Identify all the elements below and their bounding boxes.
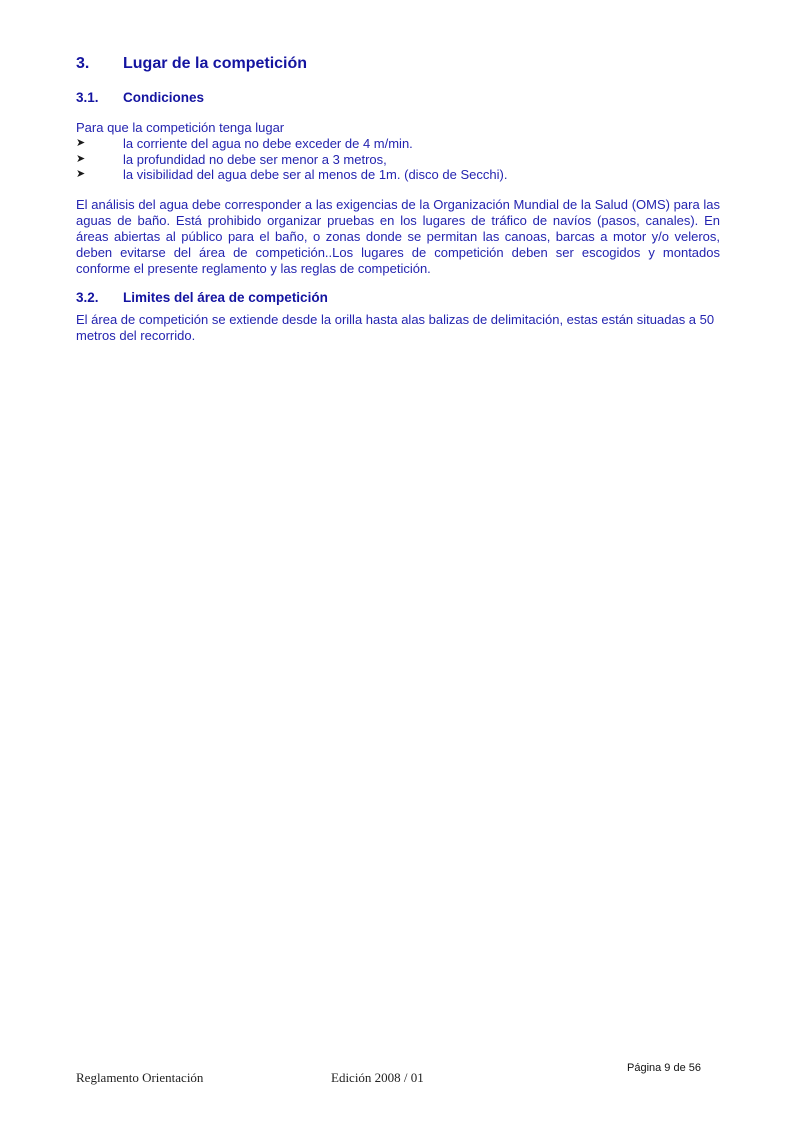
section-3-2-number: 3.2. [76, 290, 99, 305]
list-item-text: la profundidad no debe ser menor a 3 metros, [123, 151, 387, 167]
list-item-text: la visibilidad del agua debe ser al menos de 1m. (disco de Secchi). [123, 167, 508, 182]
list-item [76, 136, 720, 152]
arrow-bullet-icon: ➤ [76, 152, 86, 165]
section-3-title: Lugar de la competición [123, 55, 308, 72]
arrow-bullet-icon: ➤ [76, 168, 86, 180]
arrow-bullet-icon: ➤ [76, 137, 86, 149]
section-3-2-heading [76, 290, 328, 305]
section-3-1-heading [76, 90, 204, 105]
section-3-1-number: 3.1. [76, 90, 99, 105]
list-item [76, 167, 720, 183]
page-number: Página 9 de 56 [627, 1062, 702, 1074]
section-3-2-title: Limites del área de competición [123, 290, 328, 305]
conditions-intro: Para que la competición tenga lugar [76, 120, 285, 135]
list-item-text: la corriente del agua no debe exceder de 4 m/min. [123, 136, 413, 151]
water-analysis-paragraph: El análisis del agua debe corresponder a las exigencias de la Organización Mundial de la Salud (OMS) para las aguas de baño. Está prohibido organizar pruebas en los lugares de tráfico de navíos (pasos, canales). En áreas abiertas al público para el baño, o zonas donde se permitan las canoas, barcas a motor y/o veleros, deben evitarse del área de competición..Los lugares de competición deben ser escogidos y montados conforme el presente reglamento y las reglas de competición. [76, 197, 720, 276]
list-item [76, 152, 720, 168]
conditions-list [76, 136, 720, 183]
section-3-heading [76, 55, 307, 73]
footer-edition: Edición 2008 / 01 [331, 1070, 424, 1085]
section-3-1-title: Condiciones [123, 90, 205, 105]
competition-area-paragraph: El área de competición se extiende desde la orilla hasta alas balizas de delimitación, estas están situadas a 50 metros del recorrido. [76, 312, 715, 343]
section-3-number: 3. [76, 55, 90, 72]
footer-document-name: Reglamento Orientación [76, 1070, 204, 1085]
